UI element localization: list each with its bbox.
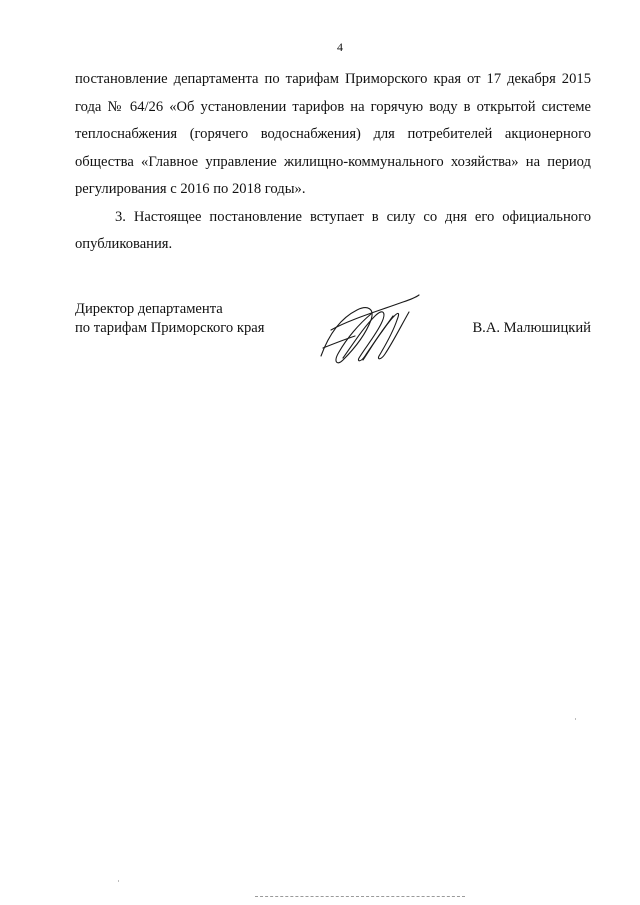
handwritten-signature bbox=[313, 290, 423, 370]
signature-block bbox=[75, 300, 591, 390]
signer-position-line-1: Директор департамента bbox=[75, 301, 223, 317]
signer-position bbox=[75, 300, 264, 338]
signer-name: В.А. Малюшицкий bbox=[472, 320, 591, 336]
document-body bbox=[75, 66, 591, 259]
page-bottom-rule bbox=[255, 896, 465, 897]
paragraph-continued: постановление департамента по тарифам Приморского края от 17 декабря 2015 года № 64/26 «Об установлении тарифов на горячую воду в открытой системе теплоснабжения (горячего водоснабжения) для потребителей акционерного общества «Главное управление жилищно-коммунального хозяйства» на период регулирования с 2016 по 2018 годы». bbox=[75, 71, 591, 197]
scan-speck bbox=[118, 880, 119, 882]
signer-position-line-2: по тарифам Приморского края bbox=[75, 320, 265, 336]
scan-speck bbox=[575, 718, 576, 720]
paragraph-item-3: 3. Настоящее постановление вступает в силу со дня его официального опубликования. bbox=[75, 208, 591, 252]
page-number: 4 bbox=[337, 40, 343, 54]
